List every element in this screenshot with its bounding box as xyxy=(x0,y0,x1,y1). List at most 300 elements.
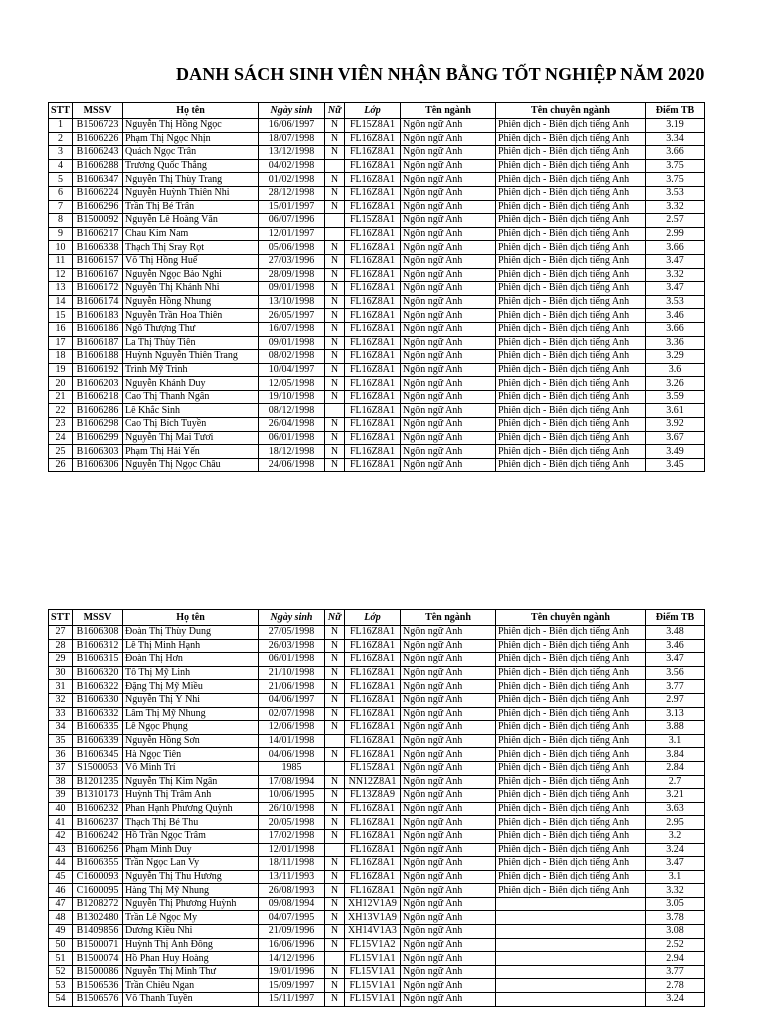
cell-ngay-sinh: 14/01/1998 xyxy=(259,734,325,748)
cell-diem-tb: 3.46 xyxy=(646,309,705,323)
cell-ten-chuyen-nganh: Phiên dịch - Biên dịch tiếng Anh xyxy=(496,214,646,228)
cell-diem-tb: 3.48 xyxy=(646,626,705,640)
cell-ten-chuyen-nganh: Phiên dịch - Biên dịch tiếng Anh xyxy=(496,119,646,133)
cell-stt: 49 xyxy=(49,925,73,939)
cell-ten-chuyen-nganh: Phiên dịch - Biên dịch tiếng Anh xyxy=(496,377,646,391)
cell-ten-chuyen-nganh: Phiên dịch - Biên dịch tiếng Anh xyxy=(496,282,646,296)
cell-diem-tb: 3.61 xyxy=(646,404,705,418)
cell-ngay-sinh: 06/01/1998 xyxy=(259,431,325,445)
cell-mssv: B1506536 xyxy=(73,979,123,993)
cell-nu: N xyxy=(325,870,345,884)
table-row xyxy=(49,829,705,843)
cell-ho-ten: Hàng Thị Mỹ Nhung xyxy=(123,884,259,898)
cell-ho-ten: Nguyễn Thị Thu Hương xyxy=(123,870,259,884)
cell-ten-chuyen-nganh: Phiên dịch - Biên dịch tiếng Anh xyxy=(496,707,646,721)
cell-ten-chuyen-nganh: Phiên dịch - Biên dịch tiếng Anh xyxy=(496,639,646,653)
cell-ngay-sinh: 09/01/1998 xyxy=(259,282,325,296)
cell-mssv: B1201235 xyxy=(73,775,123,789)
cell-diem-tb: 3.6 xyxy=(646,363,705,377)
cell-diem-tb: 3.67 xyxy=(646,431,705,445)
cell-ten-chuyen-nganh: Phiên dịch - Biên dịch tiếng Anh xyxy=(496,146,646,160)
cell-lop: FL16Z8A1 xyxy=(345,322,401,336)
cell-nu: N xyxy=(325,666,345,680)
cell-diem-tb: 3.26 xyxy=(646,377,705,391)
cell-nu: N xyxy=(325,979,345,993)
table-row xyxy=(49,227,705,241)
cell-diem-tb: 3.78 xyxy=(646,911,705,925)
cell-ten-chuyen-nganh: Phiên dịch - Biên dịch tiếng Anh xyxy=(496,693,646,707)
cell-ten-nganh: Ngôn ngữ Anh xyxy=(401,363,496,377)
cell-stt: 24 xyxy=(49,431,73,445)
cell-ten-nganh: Ngôn ngữ Anh xyxy=(401,309,496,323)
cell-lop: FL16Z8A1 xyxy=(345,802,401,816)
cell-ten-chuyen-nganh: Phiên dịch - Biên dịch tiếng Anh xyxy=(496,363,646,377)
header-stt: STT xyxy=(49,103,73,119)
cell-stt: 39 xyxy=(49,789,73,803)
header-ngay-sinh: Ngày sinh xyxy=(259,610,325,626)
cell-ten-nganh: Ngôn ngữ Anh xyxy=(401,186,496,200)
cell-ten-nganh: Ngôn ngữ Anh xyxy=(401,282,496,296)
cell-stt: 15 xyxy=(49,309,73,323)
cell-ten-chuyen-nganh: Phiên dịch - Biên dịch tiếng Anh xyxy=(496,458,646,472)
cell-ten-nganh: Ngôn ngữ Anh xyxy=(401,227,496,241)
cell-ngay-sinh: 09/01/1998 xyxy=(259,336,325,350)
cell-ngay-sinh: 17/08/1994 xyxy=(259,775,325,789)
cell-ten-nganh: Ngôn ngữ Anh xyxy=(401,200,496,214)
cell-ten-chuyen-nganh: Phiên dịch - Biên dịch tiếng Anh xyxy=(496,761,646,775)
cell-nu: N xyxy=(325,377,345,391)
cell-ten-nganh: Ngôn ngữ Anh xyxy=(401,336,496,350)
cell-lop: NN12Z8A1 xyxy=(345,775,401,789)
cell-stt: 20 xyxy=(49,377,73,391)
cell-diem-tb: 3.2 xyxy=(646,829,705,843)
cell-diem-tb: 2.94 xyxy=(646,952,705,966)
table-row xyxy=(49,897,705,911)
cell-mssv: B1606186 xyxy=(73,322,123,336)
cell-ngay-sinh: 26/04/1998 xyxy=(259,418,325,432)
cell-stt: 13 xyxy=(49,282,73,296)
cell-mssv: B1506723 xyxy=(73,119,123,133)
cell-ten-nganh: Ngôn ngữ Anh xyxy=(401,993,496,1007)
cell-stt: 8 xyxy=(49,214,73,228)
cell-ngay-sinh: 15/11/1997 xyxy=(259,993,325,1007)
cell-ho-ten: Cao Thị Thanh Ngân xyxy=(123,390,259,404)
cell-stt: 26 xyxy=(49,458,73,472)
cell-ten-nganh: Ngôn ngữ Anh xyxy=(401,979,496,993)
cell-stt: 54 xyxy=(49,993,73,1007)
cell-ten-chuyen-nganh xyxy=(496,993,646,1007)
cell-lop: FL15Z8A1 xyxy=(345,761,401,775)
cell-ngay-sinh: 08/12/1998 xyxy=(259,404,325,418)
cell-mssv: B1606296 xyxy=(73,200,123,214)
cell-stt: 36 xyxy=(49,748,73,762)
cell-mssv: B1606237 xyxy=(73,816,123,830)
cell-lop: FL16Z8A1 xyxy=(345,173,401,187)
cell-diem-tb: 3.75 xyxy=(646,173,705,187)
cell-nu xyxy=(325,214,345,228)
cell-ten-nganh: Ngôn ngữ Anh xyxy=(401,938,496,952)
cell-ho-ten: Cao Thị Bích Tuyền xyxy=(123,418,259,432)
table-row xyxy=(49,418,705,432)
header-lop: Lớp xyxy=(345,610,401,626)
cell-stt: 17 xyxy=(49,336,73,350)
cell-ten-nganh: Ngôn ngữ Anh xyxy=(401,789,496,803)
cell-mssv: B1606312 xyxy=(73,639,123,653)
cell-mssv: C1600093 xyxy=(73,870,123,884)
cell-ten-nganh: Ngôn ngữ Anh xyxy=(401,254,496,268)
cell-mssv: B1606203 xyxy=(73,377,123,391)
table-row xyxy=(49,186,705,200)
cell-diem-tb: 3.32 xyxy=(646,200,705,214)
cell-ten-nganh: Ngôn ngữ Anh xyxy=(401,734,496,748)
cell-ho-ten: Thạch Thị Sray Rọt xyxy=(123,241,259,255)
cell-ho-ten: Trần Chiêu Ngan xyxy=(123,979,259,993)
table-header xyxy=(49,610,705,626)
cell-ten-nganh: Ngôn ngữ Anh xyxy=(401,350,496,364)
cell-lop: FL16Z8A1 xyxy=(345,186,401,200)
table-row xyxy=(49,639,705,653)
table-row xyxy=(49,857,705,871)
cell-ngay-sinh: 09/08/1994 xyxy=(259,897,325,911)
cell-ngay-sinh: 20/05/1998 xyxy=(259,816,325,830)
cell-stt: 6 xyxy=(49,186,73,200)
cell-ngay-sinh: 21/10/1998 xyxy=(259,666,325,680)
cell-ngay-sinh: 18/11/1998 xyxy=(259,857,325,871)
cell-lop: FL16Z8A1 xyxy=(345,816,401,830)
cell-ho-ten: Nguyễn Thị Hồng Ngọc xyxy=(123,119,259,133)
cell-ten-chuyen-nganh: Phiên dịch - Biên dịch tiếng Anh xyxy=(496,802,646,816)
cell-nu: N xyxy=(325,897,345,911)
cell-ho-ten: Nguyễn Thị Phương Huỳnh xyxy=(123,897,259,911)
cell-stt: 53 xyxy=(49,979,73,993)
cell-nu: N xyxy=(325,653,345,667)
cell-ho-ten: La Thị Thùy Tiên xyxy=(123,336,259,350)
cell-nu: N xyxy=(325,857,345,871)
cell-mssv: B1606174 xyxy=(73,295,123,309)
cell-nu: N xyxy=(325,363,345,377)
cell-ngay-sinh: 06/01/1998 xyxy=(259,653,325,667)
cell-ngay-sinh: 27/05/1998 xyxy=(259,626,325,640)
table-row xyxy=(49,322,705,336)
cell-nu xyxy=(325,843,345,857)
cell-ngay-sinh: 08/02/1998 xyxy=(259,350,325,364)
cell-ten-nganh: Ngôn ngữ Anh xyxy=(401,775,496,789)
cell-ten-nganh: Ngôn ngữ Anh xyxy=(401,173,496,187)
cell-nu: N xyxy=(325,707,345,721)
cell-stt: 51 xyxy=(49,952,73,966)
cell-diem-tb: 3.32 xyxy=(646,268,705,282)
cell-nu: N xyxy=(325,119,345,133)
cell-nu: N xyxy=(325,173,345,187)
cell-nu: N xyxy=(325,132,345,146)
header-ho-ten: Họ tên xyxy=(123,103,259,119)
cell-ho-ten: Nguyễn Khánh Duy xyxy=(123,377,259,391)
cell-ten-nganh: Ngôn ngữ Anh xyxy=(401,418,496,432)
cell-stt: 10 xyxy=(49,241,73,255)
cell-ten-chuyen-nganh: Phiên dịch - Biên dịch tiếng Anh xyxy=(496,336,646,350)
cell-nu: N xyxy=(325,816,345,830)
cell-lop: FL15Z8A1 xyxy=(345,214,401,228)
table-row xyxy=(49,979,705,993)
cell-ten-nganh: Ngôn ngữ Anh xyxy=(401,390,496,404)
cell-ho-ten: Lê Ngọc Phụng xyxy=(123,721,259,735)
cell-ngay-sinh: 21/06/1998 xyxy=(259,680,325,694)
cell-ten-chuyen-nganh: Phiên dịch - Biên dịch tiếng Anh xyxy=(496,390,646,404)
cell-stt: 45 xyxy=(49,870,73,884)
cell-ho-ten: Trình Mỹ Trinh xyxy=(123,363,259,377)
cell-ngay-sinh: 15/09/1997 xyxy=(259,979,325,993)
cell-ten-chuyen-nganh: Phiên dịch - Biên dịch tiếng Anh xyxy=(496,653,646,667)
cell-stt: 48 xyxy=(49,911,73,925)
cell-mssv: B1606320 xyxy=(73,666,123,680)
cell-ten-nganh: Ngôn ngữ Anh xyxy=(401,965,496,979)
cell-diem-tb: 3.19 xyxy=(646,119,705,133)
cell-ngay-sinh: 12/01/1998 xyxy=(259,843,325,857)
cell-lop: FL16Z8A1 xyxy=(345,282,401,296)
cell-ngay-sinh: 12/05/1998 xyxy=(259,377,325,391)
table-row xyxy=(49,653,705,667)
cell-nu xyxy=(325,159,345,173)
header-lop: Lớp xyxy=(345,103,401,119)
cell-stt: 29 xyxy=(49,653,73,667)
cell-stt: 35 xyxy=(49,734,73,748)
table-row xyxy=(49,748,705,762)
cell-diem-tb: 3.1 xyxy=(646,734,705,748)
cell-mssv: B1606286 xyxy=(73,404,123,418)
cell-ngay-sinh: 16/06/1997 xyxy=(259,119,325,133)
cell-nu: N xyxy=(325,925,345,939)
cell-mssv: B1606243 xyxy=(73,146,123,160)
cell-ho-ten: Trần Thị Bé Trân xyxy=(123,200,259,214)
cell-ho-ten: Đoàn Thị Thùy Dung xyxy=(123,626,259,640)
cell-diem-tb: 2.99 xyxy=(646,227,705,241)
cell-ngay-sinh: 16/06/1996 xyxy=(259,938,325,952)
cell-diem-tb: 2.52 xyxy=(646,938,705,952)
cell-stt: 3 xyxy=(49,146,73,160)
header-mssv: MSSV xyxy=(73,103,123,119)
cell-ten-nganh: Ngôn ngữ Anh xyxy=(401,119,496,133)
cell-mssv: B1606188 xyxy=(73,350,123,364)
cell-ten-chuyen-nganh: Phiên dịch - Biên dịch tiếng Anh xyxy=(496,350,646,364)
header-nu: Nữ xyxy=(325,103,345,119)
table-row xyxy=(49,119,705,133)
cell-diem-tb: 2.78 xyxy=(646,979,705,993)
table-row xyxy=(49,200,705,214)
cell-lop: FL16Z8A1 xyxy=(345,843,401,857)
header-ten-chuyen-nganh: Tên chuyên ngành xyxy=(496,610,646,626)
cell-ten-nganh: Ngôn ngữ Anh xyxy=(401,857,496,871)
cell-ho-ten: Lâm Thị Mỹ Nhung xyxy=(123,707,259,721)
cell-lop: FL16Z8A1 xyxy=(345,200,401,214)
table-row xyxy=(49,911,705,925)
cell-nu: N xyxy=(325,458,345,472)
cell-stt: 22 xyxy=(49,404,73,418)
cell-ho-ten: Quách Ngọc Trân xyxy=(123,146,259,160)
cell-lop: XH14V1A3 xyxy=(345,925,401,939)
cell-stt: 4 xyxy=(49,159,73,173)
cell-nu: N xyxy=(325,829,345,843)
cell-diem-tb: 3.47 xyxy=(646,857,705,871)
cell-ngay-sinh: 13/11/1993 xyxy=(259,870,325,884)
cell-nu: N xyxy=(325,993,345,1007)
table-row xyxy=(49,870,705,884)
cell-stt: 5 xyxy=(49,173,73,187)
cell-ngay-sinh: 12/01/1997 xyxy=(259,227,325,241)
cell-ho-ten: Huỳnh Thị Ánh Đông xyxy=(123,938,259,952)
cell-ngay-sinh: 26/05/1997 xyxy=(259,309,325,323)
cell-ten-chuyen-nganh: Phiên dịch - Biên dịch tiếng Anh xyxy=(496,884,646,898)
cell-ten-nganh: Ngôn ngữ Anh xyxy=(401,404,496,418)
cell-ten-chuyen-nganh: Phiên dịch - Biên dịch tiếng Anh xyxy=(496,309,646,323)
cell-stt: 2 xyxy=(49,132,73,146)
table-row xyxy=(49,241,705,255)
cell-ten-chuyen-nganh xyxy=(496,979,646,993)
header-diem-tb: Điểm TB xyxy=(646,610,705,626)
cell-stt: 18 xyxy=(49,350,73,364)
cell-ten-nganh: Ngôn ngữ Anh xyxy=(401,884,496,898)
table-body xyxy=(49,119,705,472)
cell-ngay-sinh: 14/12/1996 xyxy=(259,952,325,966)
cell-lop: FL16Z8A1 xyxy=(345,829,401,843)
cell-ngay-sinh: 17/02/1998 xyxy=(259,829,325,843)
cell-mssv: B1606355 xyxy=(73,857,123,871)
cell-diem-tb: 3.92 xyxy=(646,418,705,432)
cell-mssv: B1606339 xyxy=(73,734,123,748)
cell-lop: FL16Z8A1 xyxy=(345,418,401,432)
cell-ten-nganh: Ngôn ngữ Anh xyxy=(401,721,496,735)
cell-diem-tb: 2.57 xyxy=(646,214,705,228)
cell-mssv: B1606332 xyxy=(73,707,123,721)
cell-stt: 47 xyxy=(49,897,73,911)
cell-nu: N xyxy=(325,254,345,268)
table-row xyxy=(49,295,705,309)
cell-ten-nganh: Ngôn ngữ Anh xyxy=(401,377,496,391)
cell-ten-chuyen-nganh: Phiên dịch - Biên dịch tiếng Anh xyxy=(496,829,646,843)
header-nu: Nữ xyxy=(325,610,345,626)
cell-ngay-sinh: 26/10/1998 xyxy=(259,802,325,816)
table-row xyxy=(49,173,705,187)
table-row xyxy=(49,377,705,391)
cell-mssv: B1606218 xyxy=(73,390,123,404)
cell-ngay-sinh: 01/02/1998 xyxy=(259,173,325,187)
cell-ten-chuyen-nganh xyxy=(496,925,646,939)
table-row xyxy=(49,159,705,173)
cell-lop: FL16Z8A1 xyxy=(345,309,401,323)
cell-lop: FL16Z8A1 xyxy=(345,680,401,694)
cell-diem-tb: 3.34 xyxy=(646,132,705,146)
cell-ho-ten: Chau Kim Nam xyxy=(123,227,259,241)
cell-stt: 21 xyxy=(49,390,73,404)
table-row xyxy=(49,789,705,803)
cell-lop: FL15V1A1 xyxy=(345,965,401,979)
student-table-2 xyxy=(48,609,705,1007)
cell-stt: 12 xyxy=(49,268,73,282)
cell-mssv: B1606217 xyxy=(73,227,123,241)
cell-diem-tb: 3.32 xyxy=(646,884,705,898)
cell-diem-tb: 3.45 xyxy=(646,458,705,472)
cell-ho-ten: Nguyễn Hồng Sơn xyxy=(123,734,259,748)
cell-lop: FL16Z8A1 xyxy=(345,268,401,282)
table-row xyxy=(49,843,705,857)
cell-ngay-sinh: 19/10/1998 xyxy=(259,390,325,404)
cell-ten-chuyen-nganh: Phiên dịch - Biên dịch tiếng Anh xyxy=(496,132,646,146)
cell-nu xyxy=(325,227,345,241)
cell-ho-ten: Dương Kiều Nhi xyxy=(123,925,259,939)
cell-nu xyxy=(325,761,345,775)
cell-nu: N xyxy=(325,200,345,214)
cell-ngay-sinh: 18/07/1998 xyxy=(259,132,325,146)
cell-stt: 31 xyxy=(49,680,73,694)
cell-mssv: B1500071 xyxy=(73,938,123,952)
cell-ten-nganh: Ngôn ngữ Anh xyxy=(401,159,496,173)
cell-ten-nganh: Ngôn ngữ Anh xyxy=(401,843,496,857)
header-diem-tb: Điểm TB xyxy=(646,103,705,119)
table-row xyxy=(49,431,705,445)
cell-ten-chuyen-nganh: Phiên dịch - Biên dịch tiếng Anh xyxy=(496,241,646,255)
cell-nu: N xyxy=(325,322,345,336)
cell-mssv: B1606242 xyxy=(73,829,123,843)
cell-mssv: B1606187 xyxy=(73,336,123,350)
cell-diem-tb: 3.84 xyxy=(646,748,705,762)
cell-ten-nganh: Ngôn ngữ Anh xyxy=(401,952,496,966)
cell-mssv: B1606347 xyxy=(73,173,123,187)
cell-ten-chuyen-nganh: Phiên dịch - Biên dịch tiếng Anh xyxy=(496,200,646,214)
cell-diem-tb: 3.47 xyxy=(646,254,705,268)
cell-stt: 43 xyxy=(49,843,73,857)
cell-nu: N xyxy=(325,884,345,898)
table-row xyxy=(49,693,705,707)
cell-mssv: B1606315 xyxy=(73,653,123,667)
cell-mssv: B1500086 xyxy=(73,965,123,979)
cell-ho-ten: Nguyễn Trần Hoa Thiên xyxy=(123,309,259,323)
cell-stt: 27 xyxy=(49,626,73,640)
cell-ngay-sinh: 04/06/1998 xyxy=(259,748,325,762)
cell-ngay-sinh: 02/07/1998 xyxy=(259,707,325,721)
cell-lop: FL16Z8A1 xyxy=(345,707,401,721)
cell-ho-ten: Nguyễn Huỳnh Thiên Nhi xyxy=(123,186,259,200)
table-row xyxy=(49,734,705,748)
cell-nu xyxy=(325,952,345,966)
cell-lop: FL16Z8A1 xyxy=(345,857,401,871)
cell-ten-chuyen-nganh: Phiên dịch - Biên dịch tiếng Anh xyxy=(496,721,646,735)
cell-ho-ten: Nguyễn Thị Kim Ngân xyxy=(123,775,259,789)
cell-ten-nganh: Ngôn ngữ Anh xyxy=(401,707,496,721)
table-row xyxy=(49,146,705,160)
cell-mssv: B1500074 xyxy=(73,952,123,966)
table-row xyxy=(49,680,705,694)
table-row xyxy=(49,254,705,268)
cell-ten-chuyen-nganh: Phiên dịch - Biên dịch tiếng Anh xyxy=(496,857,646,871)
table-row xyxy=(49,336,705,350)
cell-ho-ten: Trần Ngọc Lan Vy xyxy=(123,857,259,871)
cell-nu: N xyxy=(325,911,345,925)
cell-nu: N xyxy=(325,282,345,296)
header-mssv: MSSV xyxy=(73,610,123,626)
cell-diem-tb: 3.66 xyxy=(646,146,705,160)
cell-ten-chuyen-nganh: Phiên dịch - Biên dịch tiếng Anh xyxy=(496,254,646,268)
cell-diem-tb: 3.59 xyxy=(646,390,705,404)
cell-ngay-sinh: 28/12/1998 xyxy=(259,186,325,200)
cell-diem-tb: 3.08 xyxy=(646,925,705,939)
cell-ho-ten: Phạm Thị Hải Yến xyxy=(123,445,259,459)
cell-ho-ten: Võ Minh Trí xyxy=(123,761,259,775)
cell-ten-nganh: Ngôn ngữ Anh xyxy=(401,829,496,843)
cell-stt: 9 xyxy=(49,227,73,241)
cell-ho-ten: Phạm Thị Ngọc Nhịn xyxy=(123,132,259,146)
cell-stt: 50 xyxy=(49,938,73,952)
cell-ngay-sinh: 13/10/1998 xyxy=(259,295,325,309)
cell-nu: N xyxy=(325,802,345,816)
